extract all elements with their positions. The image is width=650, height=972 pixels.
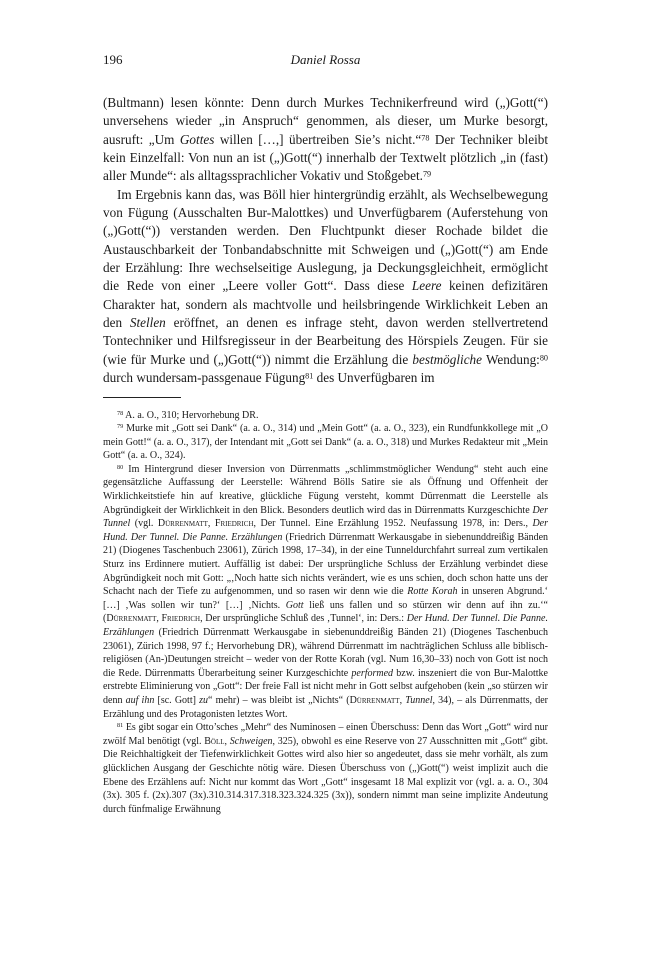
footnote-text: A. a. O., 310; Hervorhebung DR. <box>123 409 259 421</box>
footnote-number: 81 <box>117 722 124 730</box>
footnote <box>103 721 548 816</box>
footnote-rule <box>103 397 181 398</box>
footnote <box>103 422 548 463</box>
page-header <box>103 52 548 72</box>
footnote-text: Murke mit „Gott sei Dank“ (a. a. O., 314) und „Mein Gott“ (a. a. O., 323), ein Rundfunkkollege mit „O mein Gott!“ (a. a. O., 317), der Intendant mit „Gott sei Dank“ (a. a. O., 318) und Murkes Redakteur mit „Mein Gott“ (a. a. O., 324). <box>103 423 548 462</box>
footnote-number: 79 <box>117 423 124 431</box>
footnote <box>103 463 548 721</box>
page-number: 196 <box>103 52 123 67</box>
book-page <box>103 52 548 816</box>
footnote-number: 80 <box>117 464 124 472</box>
footnotes <box>103 409 548 817</box>
footnote-number: 78 <box>117 409 124 417</box>
footnote-text: Es gibt sogar ein Otto’sches „Mehr“ des Numinosen – einen Überschuss: Denn das Wort „Gott“ wird nur zwölf Mal benötigt (vgl. Böll, Schweigen, 325), obwohl es eine Reserve von 27 Ausschnitten mit „Gott“ gibt. Die Reichhaltigkeit der Tiefenwirklichkeit Gottes wird also hier so angedeutet, dass sie mehr vorhält, als zum glücklichen Ausgang der Geschichte nötig wäre. Diesen Überschuss von („)Gott(“) weist implizit auch die Ebene des Erzählens auf: Nicht nur kommt das Wort „Gott“ insgesamt 18 Mal explizit vor (vgl. a. a. O., 304 (3x). 305 f. (2x).307 (3x).310.314.317.318.323.324.325 (3x)), sondern nimmt man seine implizite Andeutung durch fünfmalige Erwähnung <box>103 722 548 815</box>
main-text <box>103 94 548 388</box>
footnote-text: Im Hintergrund dieser Inversion von Dürrenmatts „schlimmstmöglicher Wendung“ steht auch eine gegensätzliche Auffassung der Leerstelle: Während Bölls Satire sie als Öffnung und Offenheit der Wirklichkeitstiefe hin auf kreative, glückliche Fügung versteht, kommt Dürrenmatt die Leerstelle als Abgründigkeit der Wirklichkeit in den Blick. Besonders deutlich wird das in Dürrenmatts Kurzgeschichte Der Tunnel (vgl. Dürrenmatt, Friedrich, Der Tunnel. Eine Erzählung 1952. Neufassung 1978, in: Ders., Der Hund. Der Tunnel. Die Panne. Erzählungen (Friedrich Dürrenmatt Werkausgabe in siebenunddreißig Bänden 21) (Diogenes Taschenbuch 23061), Zürich 1998, 17–34), in der eine Tunneldurchfahrt surreal zum vertikalen Sturz ins Erdinnere mutiert. Auffällig ist dabei: Der ursprüngliche Schluss der Erzählung verbindet diese Abgründigkeit noch mit Gott: „‚Noch hatte sich nichts verändert, wie es uns schien, doch schon hatte uns der Schacht nach der Tiefe zu aufgenommen, und so rasen wir denn wie die Rotte Korah in unseren Abgrund.‘ […] ‚Was sollen wir tun?‘ […] ‚Nichts. Gott ließ uns fallen und so stürzen wir denn auf ihn zu.‘“ (Dürrenmatt, Friedrich, Der ursprüngliche Schluß des ‚Tunnel‘, in: Ders.: Der Hund. Der Tunnel. Die Panne. Erzählungen (Friedrich Dürrenmatt Werkausgabe in siebenunddreißig Bänden 21) (Diogenes Taschenbuch 23061), Zürich 1998, 97 f.; Hervorhebung DR), während Dürrenmatt im nachträglichen Schluss alle biblisch-religiösen (An-)Deutungen streicht – weder von der Rotte Korah (vgl. Num 16,30–33) noch von Gott ist noch die Rede. Dürrenmatts Überarbeitung seiner Kurzgeschichte performed bzw. inszeniert die von Bur-Malottke erstrebte Eliminierung von „Gott“: Der freie Fall ist nicht mehr in Gott selbst aufgehoben (kein „so stürzen wir denn auf ihn [sc. Gott] zu“ mehr) – was bleibt ist „Nichts“ (Dürrenmatt, Tunnel, 34), – als Dürrenmatts, der Erzählung und des Protagonisten letztes Wort. <box>103 463 549 720</box>
running-head: Daniel Rossa <box>290 52 361 67</box>
body-paragraph: Im Ergebnis kann das, was Böll hier hintergründig erzählt, als Wechselbewegung von Fügung (Ausschalten Bur-Malottkes) und Unverfügbarem (Auferstehung von („)Gott(“)) verstanden werden. Den Fluchtpunkt dieser Rochade bildet die Austauschbarkeit der Tonbandabschnitte mit Schweigen und („)Gott(“) am Ende der Erzählung: Ihre wechselseitige Auslegung, ja Deckungsgleichheit, ermöglicht die Rede von einer „Leere voller Gott“. Dass diese Leere keinen defizitären Charakter hat, sondern als machtvolle und heilsbringende Wirklichkeit Leben an den Stellen eröffnet, an denen es infrage steht, davon werden stellvertretend Tontechniker und Hilfsregisseur in der Bearbeitung des Hörspiels Zeugen. Für sie (wie für Murke und („)Gott(“)) nimmt die Erzählung die bestmögliche Wendung:$^{80}$ durch wundersam-passgenaue Fügung$^{81}$ des Unverfügbaren im <box>103 186 549 386</box>
footnote <box>103 409 548 423</box>
body-paragraph: (Bultmann) lesen könnte: Denn durch Murkes Technikerfreund wird („)Gott(“) unversehens wieder „in Anspruch“ genommen, als dieser, um Murke besorgt, ausruft: „Um Gottes willen […,] übertreiben Sie’s nicht.“$^{78}$ Der Techniker bleibt kein Einzelfall: Von nun an ist („)Gott(“) innerhalb der Textwelt plötzlich „in (fast) aller Munde“: als alltagssprachlicher Vokativ und Stoßgebet.$^{79}$ <box>103 95 548 184</box>
